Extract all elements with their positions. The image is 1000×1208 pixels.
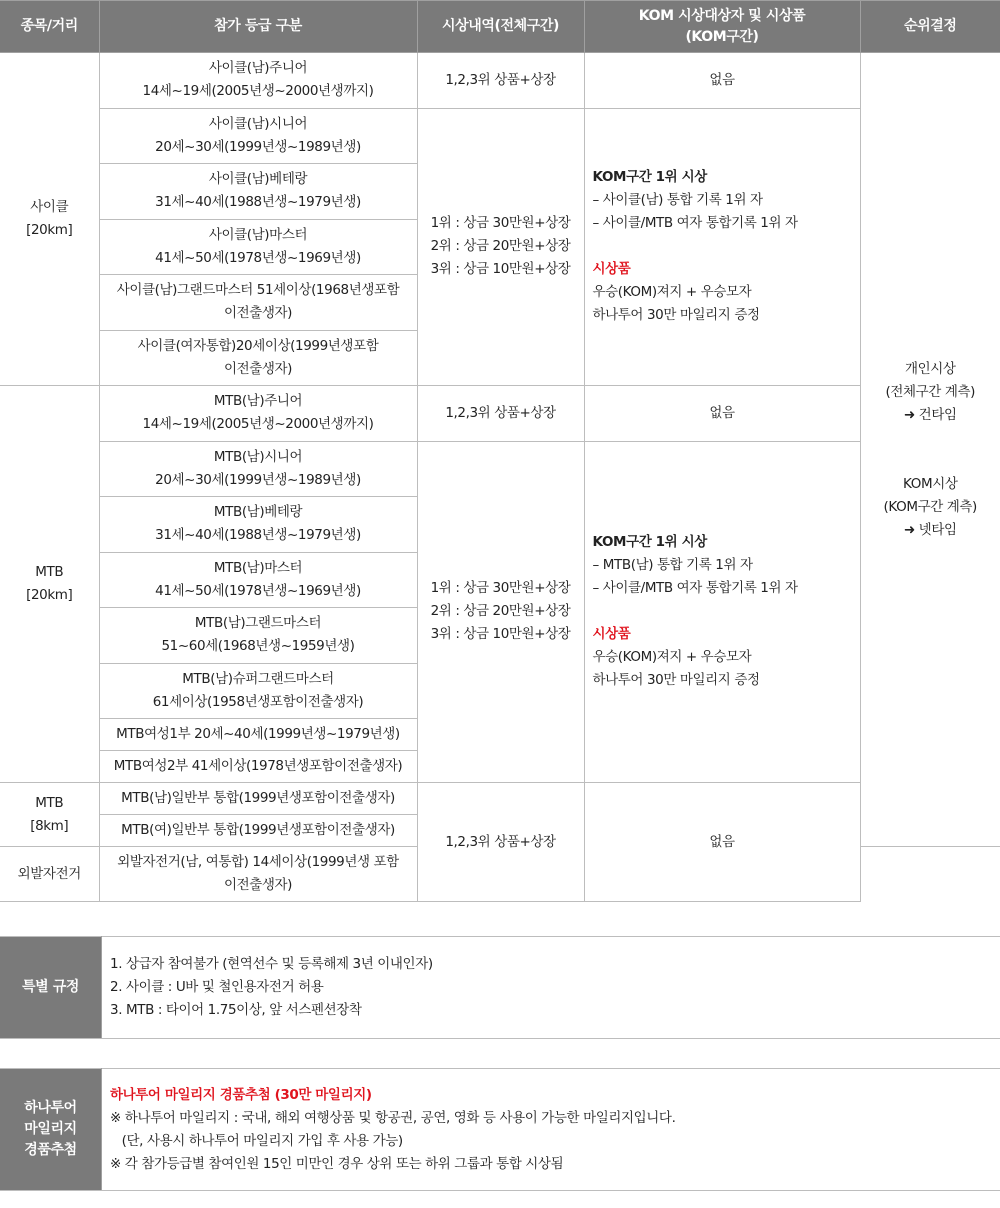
hanatour-body: 하나투어 마일리지 경품추첨 (30만 마일리지) ※ 하나투어 마일리지 : 국내, 해외 여행상품 및 항공권, 공연, 영화 등 사용이 가능한 마일리지입니다. (단, 사용시 하나투어 마일리지 가입 후 사용 가능) ※ 각 참가등급별 참여인원 15인 미만인 경우 상위 또는 하위 그룹과 통합 시상됨 (102, 1069, 1000, 1191)
kom-cell: KOM구간 1위 시상 – 사이클(남) 통합 기록 1위 자 – 사이클/MTB 여자 통합기록 1위 자 시상품 우승(KOM)져지 + 우승모자 하나투어 30만 마일리지 증정 (584, 108, 860, 386)
grade-cell: 사이클(남)주니어 14세~19세(2005년생~2000년생까지) (99, 53, 417, 109)
hanatour-label: 하나투어 마일리지 경품추첨 (0, 1069, 102, 1191)
table-row (0, 53, 1000, 109)
grade-cell: MTB(남)그랜드마스터 51~60세(1968년생~1959년생) (99, 608, 417, 664)
award-cell: 1위 : 상금 30만원+상장 2위 : 상금 20만원+상장 3위 : 상금 10만원+상장 (417, 441, 584, 783)
grade-cell: 사이클(남)베테랑 31세~40세(1988년생~1979년생) (99, 164, 417, 220)
kom-cell: 없음 (584, 53, 860, 109)
table-row (0, 386, 1000, 442)
grade-cell: MTB(남)주니어 14세~19세(2005년생~2000년생까지) (99, 386, 417, 442)
award-cell: 1위 : 상금 30만원+상장 2위 : 상금 20만원+상장 3위 : 상금 10만원+상장 (417, 108, 584, 386)
award-cell: 1,2,3위 상품+상장 (417, 783, 584, 902)
header-grade: 참가 등급 구분 (99, 1, 417, 53)
special-rules-label: 특별 규정 (0, 937, 102, 1039)
category-cycle: 사이클 [20km] (0, 53, 99, 386)
kom-cell: 없음 (584, 386, 860, 442)
grade-cell: MTB(남)일반부 통합(1999년생포함이전출생자) (99, 783, 417, 815)
category-mtb-8km: MTB [8km] (0, 783, 99, 847)
grade-cell: 외발자전거(남, 여통합) 14세이상(1999년생 포함 이전출생자) (99, 847, 417, 902)
grade-cell: MTB(남)슈퍼그랜드마스터 61세이상(1958년생포함이전출생자) (99, 663, 417, 719)
grade-cell: MTB(남)마스터 41세~50세(1978년생~1969년생) (99, 552, 417, 608)
table-header-row (0, 1, 1000, 53)
grade-cell: 사이클(남)시니어 20세~30세(1999년생~1989년생) (99, 108, 417, 164)
grade-cell: 사이클(남)마스터 41세~50세(1978년생~1969년생) (99, 219, 417, 275)
category-mtb: MTB [20km] (0, 386, 99, 783)
award-cell: 1,2,3위 상품+상장 (417, 53, 584, 109)
category-unicycle: 외발자전거 (0, 847, 99, 902)
header-ranking: 순위결정 (860, 1, 1000, 53)
kom-cell: 없음 (584, 783, 860, 902)
special-rules-body: 1. 상급자 참여불가 (현역선수 및 등록해제 3년 이내인자) 2. 사이클 : U바 및 철인용자전거 허용 3. MTB : 타이어 1.75이상, 앞 서스펜션장착 (102, 937, 1000, 1039)
header-kom: KOM 시상대상자 및 시상품 (KOM구간) (584, 1, 860, 53)
grade-cell: MTB(여)일반부 통합(1999년생포함이전출생자) (99, 815, 417, 847)
kom-cell: KOM구간 1위 시상 – MTB(남) 통합 기록 1위 자 – 사이클/MTB 여자 통합기록 1위 자 시상품 우승(KOM)져지 + 우승모자 하나투어 30만 마일리지 증정 (584, 441, 860, 783)
table-row (0, 783, 1000, 815)
header-award: 시상내역(전체구간) (417, 1, 584, 53)
grade-cell: MTB(남)베테랑 31세~40세(1988년생~1979년생) (99, 497, 417, 553)
award-cell: 1,2,3위 상품+상장 (417, 386, 584, 442)
ranking-cell: 개인시상 (전체구간 계측) ➜ 건타임 KOM시상 (KOM구간 계측) ➜ 넷타임 (860, 53, 1000, 847)
grade-cell: 사이클(남)그랜드마스터 51세이상(1968년생포함 이전출생자) (99, 275, 417, 331)
grade-cell: MTB여성1부 20세~40세(1999년생~1979년생) (99, 719, 417, 751)
table-row (0, 108, 1000, 164)
grade-cell: MTB여성2부 41세이상(1978년생포함이전출생자) (99, 751, 417, 783)
table-row (0, 441, 1000, 497)
grade-cell: MTB(남)시니어 20세~30세(1999년생~1989년생) (99, 441, 417, 497)
hanatour-mileage (0, 1068, 1000, 1191)
header-category: 종목/거리 (0, 1, 99, 53)
grade-cell: 사이클(여자통합)20세이상(1999년생포함 이전출생자) (99, 330, 417, 386)
special-rules (0, 936, 1000, 1039)
